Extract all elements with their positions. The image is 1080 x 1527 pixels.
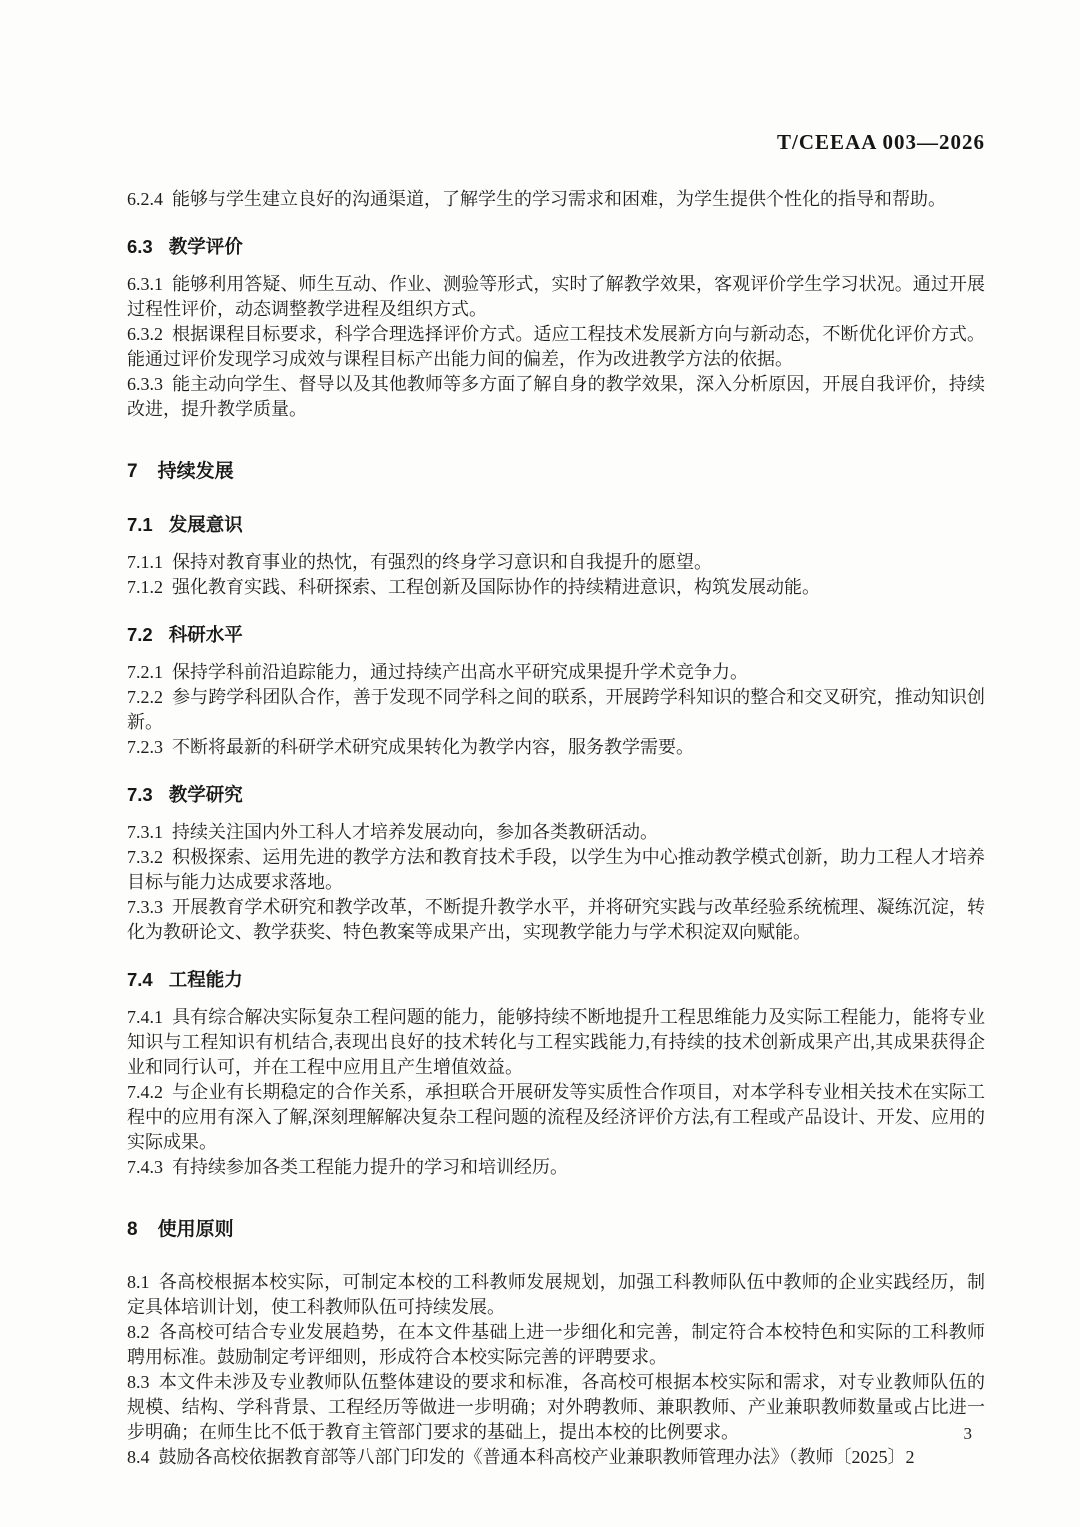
clause-text: 本文件未涉及专业教师队伍整体建设的要求和标准，各高校可根据本校实际和需求，对专业教师队伍的规模、结构、学科背景、工程经历等做进一步明确；对外聘教师、兼职教师、产业兼职教师数量或占比进一步明确；在师生比不低于教育主管部门要求的基础上，提出本校的比例要求。 — [127, 1372, 985, 1442]
clause-text: 各高校可结合专业发展趋势，在本文件基础上进一步细化和完善，制定符合本校特色和实际的工科教师聘用标准。鼓励制定考评细则，形成符合本校实际完善的评聘要求。 — [127, 1322, 985, 1367]
clause-text: 积极探索、运用先进的教学方法和教育技术手段，以学生为中心推动教学模式创新，助力工程人才培养目标与能力达成要求落地。 — [127, 847, 985, 892]
clause-number: 6.3.3 — [127, 374, 163, 394]
clause-text: 能主动向学生、督导以及其他教师等多方面了解自身的教学效果，深入分析原因，开展自我评价，持续改进，提升教学质量。 — [127, 374, 985, 419]
clause-text: 保持学科前沿追踪能力，通过持续产出高水平研究成果提升学术竞争力。 — [172, 662, 748, 682]
heading-7-4 — [127, 967, 985, 992]
clause-text: 参与跨学科团队合作，善于发现不同学科之间的联系，开展跨学科知识的整合和交叉研究，推动知识创新。 — [127, 687, 985, 732]
clause-number: 7.3.2 — [127, 847, 163, 867]
clause-6-3-1 — [127, 272, 985, 322]
clause-7-3-3 — [127, 895, 985, 945]
page-number: 3 — [963, 1424, 972, 1443]
clause-text: 开展教育学术研究和教学改革，不断提升教学水平，并将研究实践与改革经验系统梳理、凝练沉淀，转化为教研论文、教学获奖、特色教案等成果产出，实现教学能力与学术积淀双向赋能。 — [127, 897, 985, 942]
heading-number: 7.1 — [127, 514, 153, 535]
clause-text: 能够与学生建立良好的沟通渠道，了解学生的学习需求和困难，为学生提供个性化的指导和帮助。 — [172, 189, 946, 209]
clause-number: 8.3 — [127, 1372, 150, 1392]
clause-6-3-3 — [127, 372, 985, 422]
clause-number: 7.3.1 — [127, 822, 163, 842]
clause-number: 7.3.3 — [127, 897, 163, 917]
clause-7-2-1 — [127, 660, 985, 685]
clause-text: 持续关注国内外工科人才培养发展动向，参加各类教研活动。 — [172, 822, 658, 842]
clause-text: 有持续参加各类工程能力提升的学习和培训经历。 — [172, 1157, 568, 1177]
heading-number: 7.3 — [127, 784, 153, 805]
clause-text: 与企业有长期稳定的合作关系，承担联合开展研发等实质性合作项目，对本学科专业相关技术在实际工程中的应用有深入了解,深刻理解解决复杂工程问题的流程及经济评价方法,有工程或产品设计、开发、应用的实际成果。 — [127, 1082, 985, 1152]
heading-title: 教学研究 — [168, 784, 243, 805]
clause-text: 不断将最新的科研学术研究成果转化为教学内容，服务教学需要。 — [172, 737, 694, 757]
heading-number: 8 — [127, 1219, 138, 1240]
heading-title: 持续发展 — [157, 461, 234, 482]
heading-number: 7.2 — [127, 624, 153, 645]
clause-number: 6.3.1 — [127, 274, 163, 294]
clause-number: 6.2.4 — [127, 189, 163, 209]
heading-7-1 — [127, 512, 985, 537]
heading-7-2 — [127, 622, 985, 647]
clause-8-4 — [127, 1445, 985, 1470]
heading-number: 7.4 — [127, 969, 153, 990]
clause-text: 保持对教育事业的热忱，有强烈的终身学习意识和自我提升的愿望。 — [172, 552, 712, 572]
clause-text: 根据课程目标要求，科学合理选择评价方式。适应工程技术发展新方向与新动态，不断优化评价方式。能通过评价发现学习成效与课程目标产出能力间的偏差，作为改进教学方法的依据。 — [127, 324, 985, 369]
clause-7-2-2 — [127, 685, 985, 735]
clause-number: 8.4 — [127, 1447, 150, 1467]
heading-title: 发展意识 — [168, 514, 243, 535]
clause-number: 8.2 — [127, 1322, 150, 1342]
heading-title: 使用原则 — [157, 1219, 234, 1240]
clause-7-4-1 — [127, 1005, 985, 1080]
clause-number: 7.4.2 — [127, 1082, 163, 1102]
clause-text: 鼓励各高校依据教育部等八部门印发的《普通本科高校产业兼职教师管理办法》（教师〔2025〕2 — [158, 1447, 915, 1467]
clause-number: 7.1.2 — [127, 577, 163, 597]
clause-number: 7.2.3 — [127, 737, 163, 757]
clause-number: 7.4.1 — [127, 1007, 163, 1027]
heading-8 — [127, 1217, 985, 1242]
clause-text: 强化教育实践、科研探索、工程创新及国际协作的持续精进意识，构筑发展动能。 — [172, 577, 820, 597]
clause-8-2 — [127, 1320, 985, 1370]
clause-6-2-4 — [127, 187, 985, 212]
clause-7-3-2 — [127, 845, 985, 895]
clause-6-3-2 — [127, 322, 985, 372]
clause-text: 各高校根据本校实际，可制定本校的工科教师发展规划，加强工科教师队伍中教师的企业实践经历，制定具体培训计划，使工科教师队伍可持续发展。 — [127, 1272, 985, 1317]
heading-number: 6.3 — [127, 236, 153, 257]
clause-number: 7.4.3 — [127, 1157, 163, 1177]
doc-code-header: T/CEEAA 003—2026 — [777, 130, 985, 154]
clause-text: 具有综合解决实际复杂工程问题的能力，能够持续不断地提升工程思维能力及实际工程能力，能将专业知识与工程知识有机结合,表现出良好的技术转化与工程实践能力,有持续的技术创新成果产出,其成果获得企业和同行认可，并在工程中应用且产生增值效益。 — [127, 1007, 985, 1077]
heading-7-3 — [127, 782, 985, 807]
clause-7-4-2 — [127, 1080, 985, 1155]
heading-number: 7 — [127, 461, 138, 482]
heading-title: 教学评价 — [168, 236, 243, 257]
clause-number: 7.2.1 — [127, 662, 163, 682]
clause-number: 7.2.2 — [127, 687, 163, 707]
clause-text: 能够利用答疑、师生互动、作业、测验等形式，实时了解教学效果，客观评价学生学习状况。通过开展过程性评价，动态调整教学进程及组织方式。 — [127, 274, 985, 319]
clause-7-1-2 — [127, 575, 985, 600]
clause-number: 8.1 — [127, 1272, 150, 1292]
clause-number: 7.1.1 — [127, 552, 163, 572]
clause-7-1-1 — [127, 550, 985, 575]
clause-8-1 — [127, 1270, 985, 1320]
heading-title: 工程能力 — [168, 969, 243, 990]
heading-title: 科研水平 — [168, 624, 243, 645]
clause-7-3-1 — [127, 820, 985, 845]
heading-7 — [127, 459, 985, 484]
clause-number: 6.3.2 — [127, 324, 163, 344]
clause-7-2-3 — [127, 735, 985, 760]
clause-7-4-3 — [127, 1155, 985, 1180]
heading-6-3 — [127, 234, 985, 259]
clause-8-3 — [127, 1370, 985, 1445]
